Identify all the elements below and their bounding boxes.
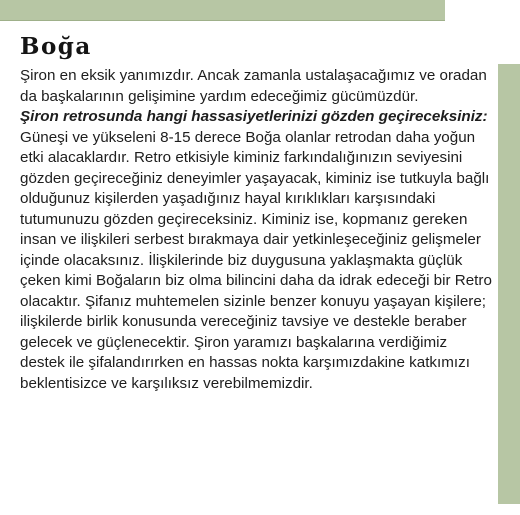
right-decorative-band: [498, 64, 520, 504]
top-decorative-band: [0, 0, 445, 20]
frame-divider: [0, 20, 445, 21]
body-paragraph: Güneşi ve yükseleni 8-15 derece Boğa olanlar retrodan daha yoğun etki alacaklardır. Retro etkisiyle kiminiz farkındalığınızın seviyesini gözden geçireceğiniz deneyimler yaşayacak, kiminiz ise tutkuyla bağlı olduğunuz kişilerden yaşadığınız hayal kırıklıkları karşısındaki tutumunuzu gözden geçireceksiniz. Kiminiz ise, kopmanız gereken insan ve ilişkileri serbest bırakmaya dair yetkinleşeceğiniz gelişmeler içinde olacaksınız. İlişkilerinde biz duygusuna yaklaşmakta güçlük çeken kimi Boğaların biz olma bilincini daha da idrak edeceği bir Retro olacaktır. Şifanız muhtemelen sizinle benzer konuyu yaşayan kişilere; ilişkilerde birlik konusunda vereceğiniz tavsiye ve destekle beraber gelecek ve güçlenecektir. Şiron yaramızı başkalarına verdiğimiz destek ile şifalandırırken en hassas nokta karşımızdakine katkımızı beklentisizce ve karşılıksız verebilmemizdir.: [20, 128, 492, 392]
article-title: Boğa: [20, 33, 92, 60]
question-heading: Şiron retrosunda hangi hassasiyetlerinizi gözden geçireceksiniz:: [20, 108, 488, 125]
intro-paragraph: Şiron en eksik yanımızdır. Ancak zamanla ustalaşacağımız ve oradan da başkalarının gelişimine yardım edeceğimiz gücümüzdür.: [20, 67, 487, 105]
article-column: [20, 32, 496, 394]
